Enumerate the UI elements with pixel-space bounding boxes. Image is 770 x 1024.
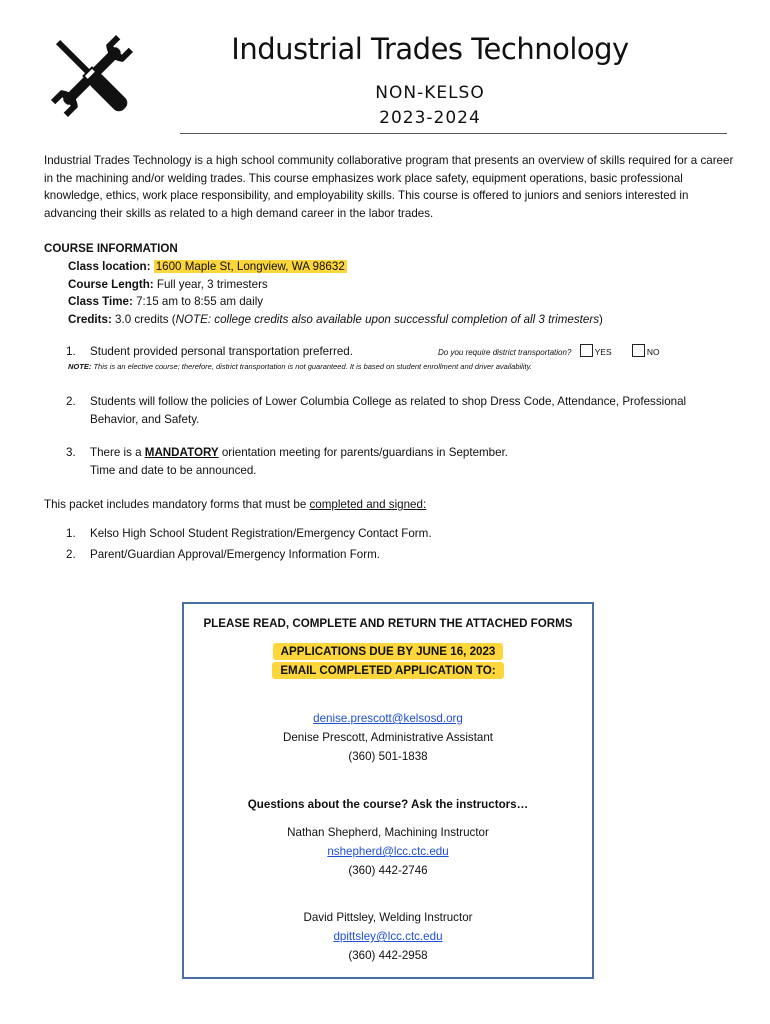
questions-heading: Questions about the course? Ask the instructors… — [247, 798, 529, 811]
due-date: APPLICATIONS DUE BY JUNE 16, 2023 — [273, 643, 504, 660]
instructor2-email-link[interactable]: dpittsley@lcc.ctc.edu — [333, 930, 443, 943]
admin-email-row — [184, 712, 592, 725]
class-location-value: 1600 Maple St, Longview, WA 98632 — [155, 260, 345, 273]
transport-question-text: Do you require district transportation? — [438, 348, 572, 357]
class-location-label: Class location: — [68, 260, 151, 273]
orientation-text — [68, 444, 708, 479]
admin-phone: (360) 501-1838 — [348, 750, 428, 763]
list-item — [68, 525, 708, 543]
school-year: 2023-2024 — [379, 108, 481, 128]
class-time-label: Class Time: — [68, 295, 133, 308]
course-info-heading: COURSE INFORMATION — [44, 242, 178, 255]
transport-note — [68, 362, 708, 371]
instructor1-name: Nathan Shepherd, Machining Instructor — [287, 826, 489, 839]
no-checkbox[interactable] — [632, 344, 645, 357]
class-time-row — [68, 293, 728, 311]
policies-text: Students will follow the policies of Lower Columbia College as related to shop Dress Code, Attendance, Professional Behavior, and Safety. — [90, 395, 687, 426]
wrench-screwdriver-icon — [42, 26, 142, 126]
instructor2-email-row — [184, 930, 592, 943]
list-item — [68, 444, 708, 479]
item-number: 3. — [66, 446, 76, 459]
credits-value: 3.0 credits ( — [115, 312, 176, 326]
credits-label: Credits: — [68, 312, 112, 326]
item-number: 1. — [66, 527, 76, 540]
instructor1-email-row — [184, 845, 592, 858]
intro-paragraph: Industrial Trades Technology is a high school community collaborative program that presents an overview of skills required for a career in the machining and/or welding trades. This course emphasizes work place safety, equipment operations, basic professional knowledge, ethics, work place responsibility, and employability skills. This course is offered to juniors and seniors interested in advancing their skills as related to a high demand career in the labor trades. — [44, 154, 734, 220]
note-text: This is an elective course; therefore, district transportation is not guaranteed. It is based on student enrollment and driver availability. — [93, 362, 532, 371]
note-label: NOTE: — [68, 362, 92, 371]
credits-close: ) — [599, 312, 603, 326]
document-title: Industrial Trades Technology — [231, 32, 629, 66]
email-instruction: EMAIL COMPLETED APPLICATION TO: — [272, 662, 503, 679]
course-length-value: Full year, 3 trimesters — [156, 277, 268, 291]
item-number: 1. — [66, 345, 76, 358]
packet-intro-underlined: completed and signed: — [309, 498, 427, 511]
course-length-row — [68, 276, 728, 294]
instructor1-email-link[interactable]: nshepherd@lcc.ctc.edu — [327, 845, 449, 858]
packet-intro-pre: This packet includes mandatory forms that must be — [44, 498, 310, 511]
course-info-list — [68, 258, 728, 328]
admin-name: Denise Prescott, Administrative Assistant — [282, 731, 494, 744]
class-location-row — [68, 258, 728, 276]
mandatory-word: MANDATORY — [144, 446, 219, 459]
header-divider — [180, 133, 727, 134]
orientation-pre: There is a — [90, 446, 145, 459]
no-label: NO — [646, 347, 660, 357]
course-length-label: Course Length: — [68, 277, 154, 291]
form-approval: Parent/Guardian Approval/Emergency Information Form. — [90, 548, 380, 561]
credits-row — [68, 311, 728, 329]
class-time-value: 7:15 am to 8:55 am daily — [136, 295, 264, 308]
form-registration: Kelso High School Student Registration/Emergency Contact Form. — [90, 527, 432, 540]
transport-question — [438, 344, 660, 357]
instructor1-phone: (360) 442-2746 — [348, 864, 428, 877]
admin-email-link[interactable]: denise.prescott@kelsosd.org — [313, 712, 463, 725]
instructor2-phone: (360) 442-2958 — [348, 949, 428, 962]
program-type: NON-KELSO — [375, 83, 485, 103]
credits-note: NOTE: college credits also available upon successful completion of all 3 trimesters — [175, 312, 599, 326]
yes-checkbox[interactable] — [580, 344, 593, 357]
transport-text: Student provided personal transportation preferred. — [90, 345, 353, 358]
packet-intro — [44, 496, 426, 514]
contact-box — [182, 602, 594, 979]
due-date-row — [184, 645, 592, 658]
instructor2-name: David Pittsley, Welding Instructor — [303, 911, 473, 924]
item-number: 2. — [66, 395, 76, 408]
yes-label: YES — [594, 347, 612, 357]
list-item — [68, 393, 708, 428]
orientation-post: orientation meeting for parents/guardians in September. — [218, 446, 509, 459]
email-instruction-row — [184, 664, 592, 677]
list-item — [68, 546, 708, 564]
box-heading: PLEASE READ, COMPLETE AND RETURN THE ATTACHED FORMS — [203, 617, 573, 630]
orientation-line2: Time and date to be announced. — [90, 463, 257, 477]
item-number: 2. — [66, 548, 76, 561]
